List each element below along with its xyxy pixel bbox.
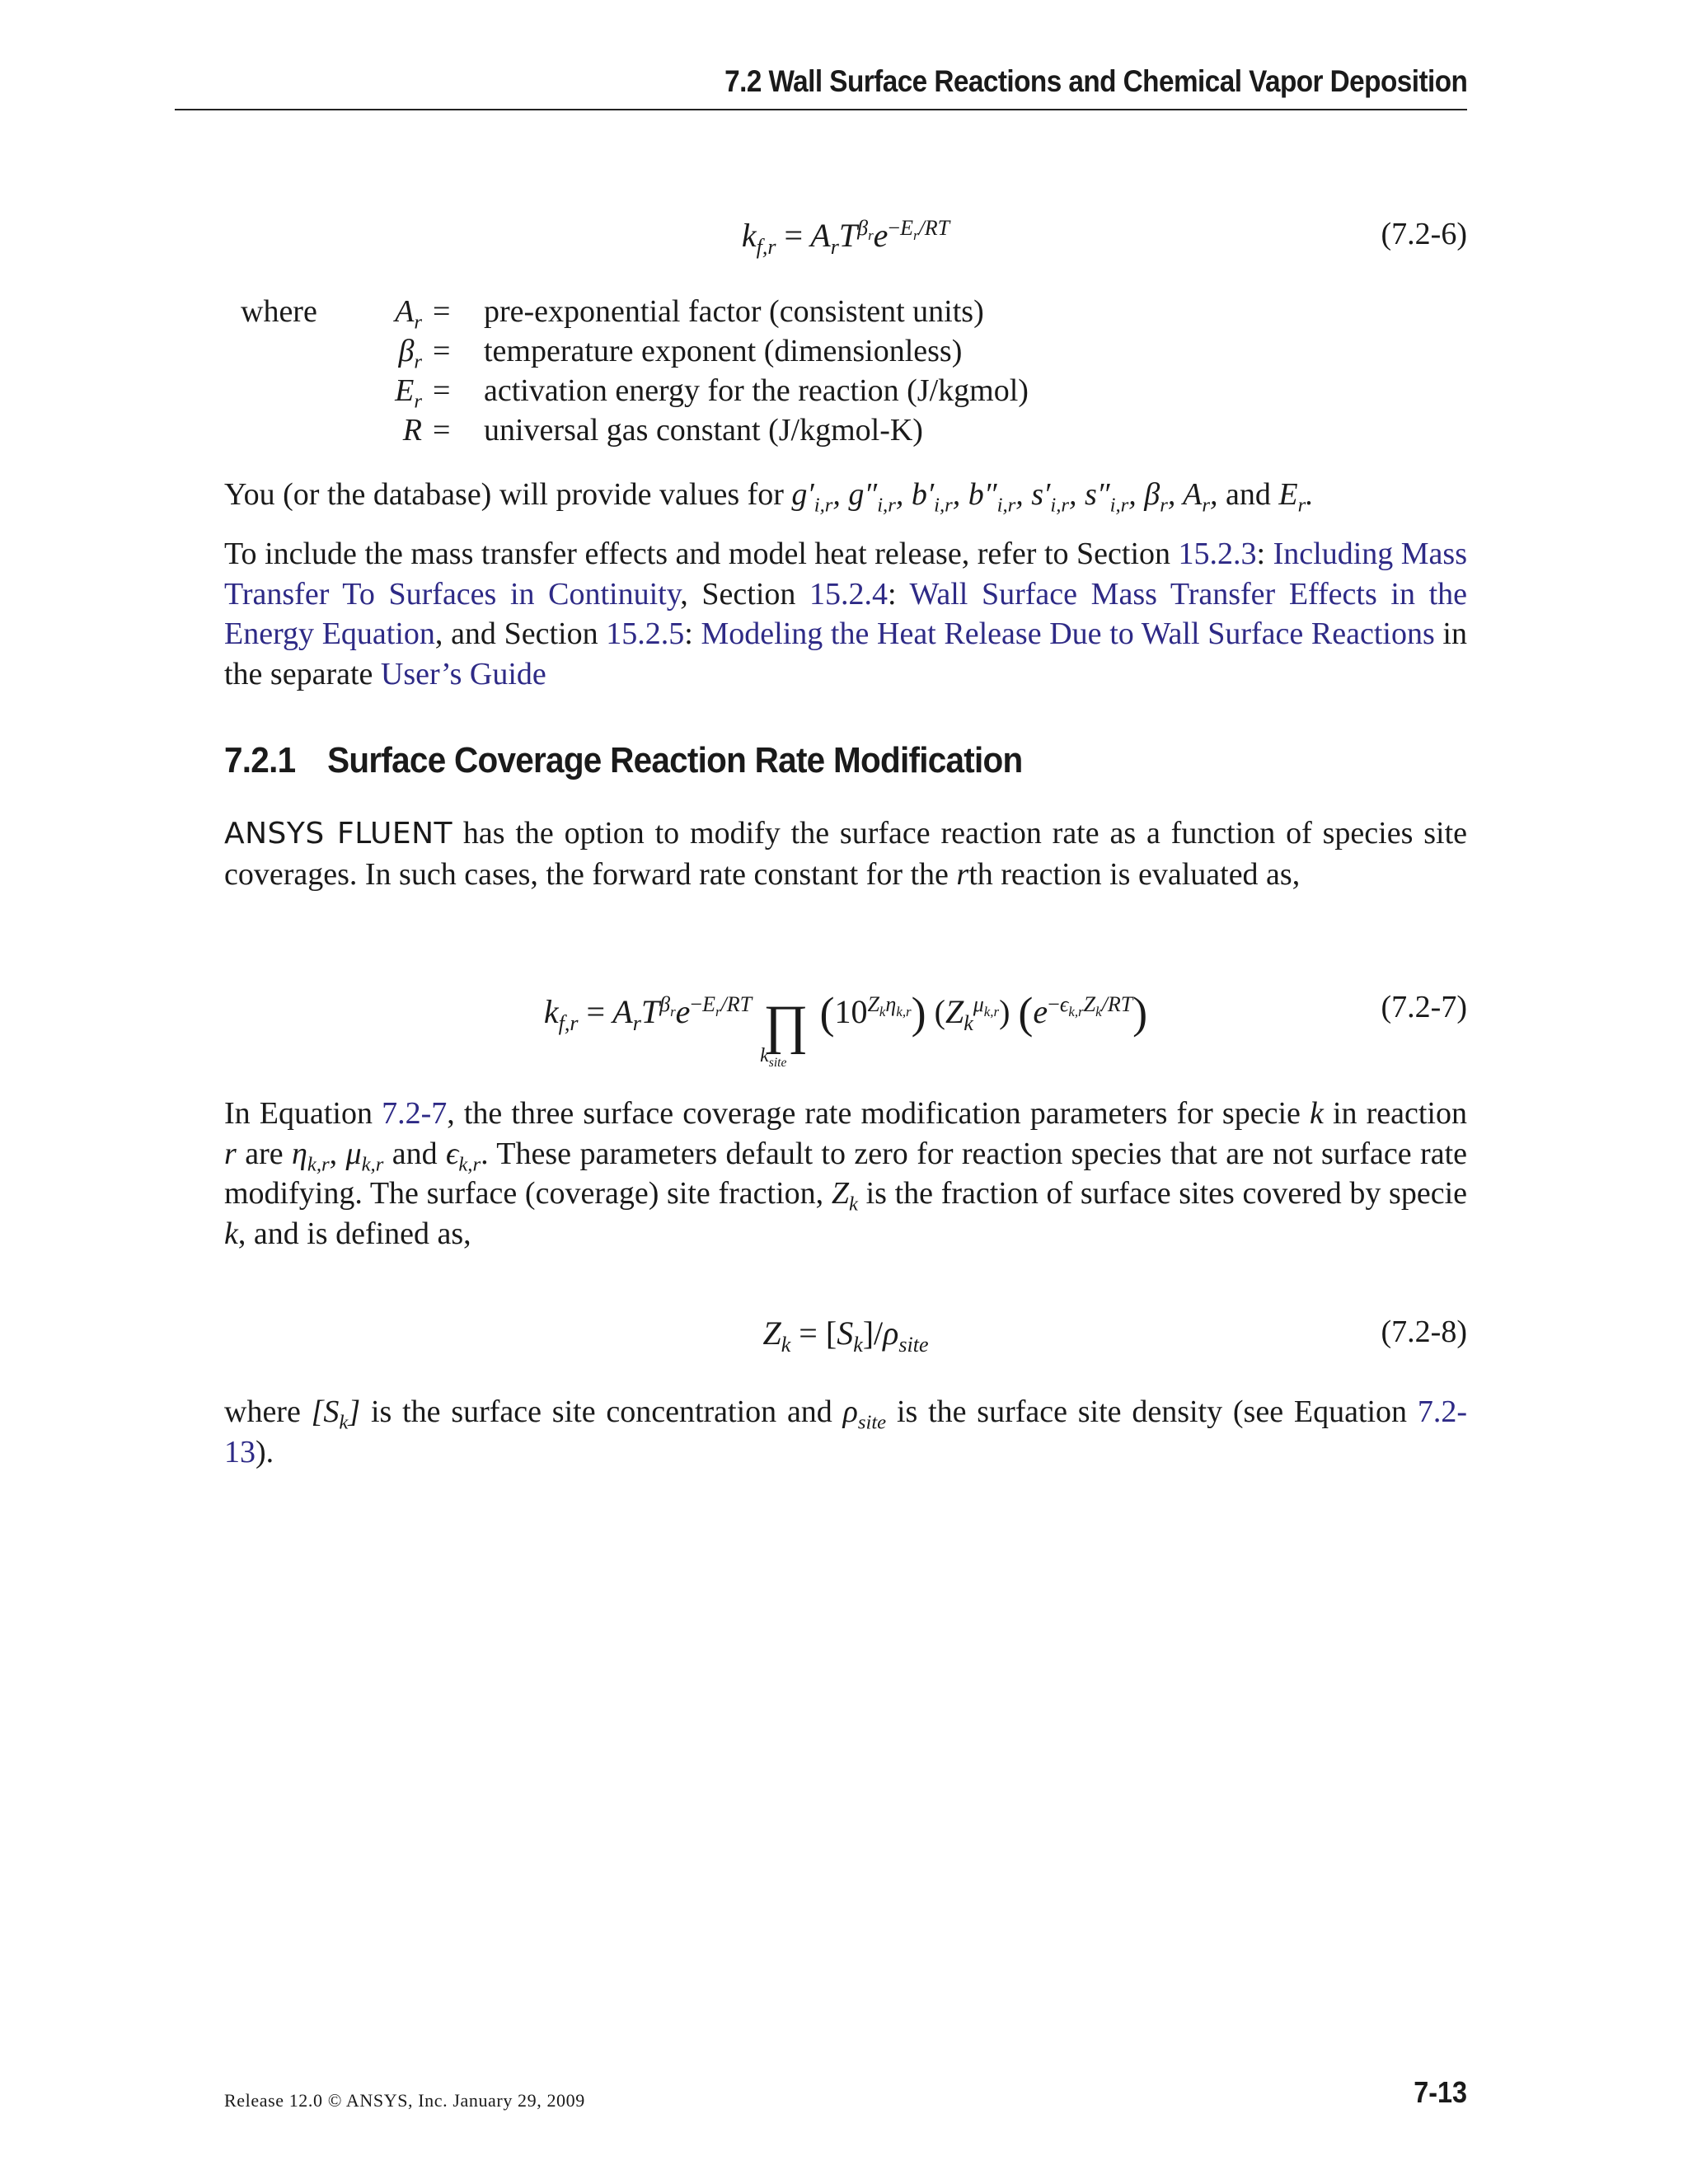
definition-equals: = (433, 294, 451, 329)
definition-equals: = (433, 373, 451, 408)
equation-body: $k_{f,r} = A_rT^{\beta_r}e^{-E_r/RT}$ (741, 215, 950, 259)
section-15-2-5-title-link[interactable]: Modeling the Heat Release Due to Wall Surface Reactions (701, 616, 1435, 651)
equation-body: $Z_k = [S_k]/\rho_{site}$ (762, 1315, 929, 1357)
equation-number: (7.2-6) (1381, 217, 1467, 251)
product-operator: ∏ $k_{site}$ (760, 995, 809, 1070)
product-name: ANSYS FLUENT (224, 817, 453, 851)
definition-symbol: $A_r$ (395, 294, 422, 334)
definition-text: temperature exponent (dimensionless) (484, 334, 963, 368)
release-footer: Release 12.0 © ANSYS, Inc. January 29, 2009 (224, 2090, 585, 2111)
definition-symbol: $E_r$ (395, 373, 422, 413)
equation-number: (7.2-8) (1381, 1315, 1467, 1349)
equation-7-2-13-link[interactable]: 7.2-13 (224, 1394, 1467, 1469)
equation-number: (7.2-7) (1381, 990, 1467, 1024)
running-header (175, 61, 1467, 110)
site-density-paragraph: where $[S_k]$ is the surface site concentration and $\rho_{site}$ is the surface site density (see Equation 7.2-13). (224, 1394, 1467, 1469)
equation-body: $k_{f,r} = A_rT^{\beta_r}e^{-E_r/RT}$ ∏ $k_{site}$ $(10^{Z_k\eta_{k,r}})$ $(Z_k^{\mu_{k,r}})$ $(e^{-\epsilon_{k,r}Z_k/RT})$ (543, 988, 1148, 1070)
coverage-intro-paragraph: ANSYS FLUENT has the option to modify the surface reaction rate as a function of species site coverages. In such cases, the forward rate constant for the rth reaction is evaluated as, (224, 816, 1467, 892)
equation-explanation-paragraph: In Equation 7.2-7, the three surface coverage rate modification parameters for specie k in reaction r are $\eta_{k,r}$, $\mu_{k,r}$ and $\epsilon_{k,r}$. These parameters default to zero for reaction species that are not surface rate modifying. The surface (coverage) site fraction, $Z_k$ is the fraction of surface sites covered by specie k, and is defined as, (224, 1096, 1467, 1251)
definition-text: universal gas constant (J/kgmol-K) (484, 413, 923, 448)
definition-symbol: $\beta_r$ (398, 334, 422, 373)
section-15-2-3-title-link[interactable]: Including Mass Transfer To Surfaces in Continuity (224, 537, 1467, 612)
definition-text: pre-exponential factor (consistent units) (484, 294, 984, 329)
provide-values-paragraph: You (or the database) will provide values for $g'_{i,r}$, $g''_{i,r}$, $b'_{i,r}$, $b''_{i,r}$, $s'_{i,r}$, $s''_{i,r}$, $\beta_r$, $A_r$, and $E_r$. (224, 477, 1314, 517)
mass-transfer-paragraph: To include the mass transfer effects and model heat release, refer to Section 15.2.3: Including Mass Transfer To Surfaces in Continuity, Section 15.2.4: Wall Surface Mass Transfer Effects in the Energy Equation, and Section 15.2.5: Modeling the Heat Release Due to Wall Surface Reactions in the separate User’s Guide (224, 537, 1467, 691)
where-label: where (241, 294, 317, 329)
section-heading (224, 740, 1023, 781)
equation-7-2-6 (224, 216, 1467, 274)
parameter-symbols: $g'_{i,r}$, $g''_{i,r}$, $b'_{i,r}$, $b''_{i,r}$, $s'_{i,r}$, $s''_{i,r}$, $\beta_r$, $A_r$, and $E_r$. (791, 477, 1314, 517)
section-15-2-5-link[interactable]: 15.2.5 (606, 616, 685, 651)
definition-equals: = (433, 334, 451, 368)
page-number: 7-13 (1414, 2075, 1467, 2109)
section-15-2-4-link[interactable]: 15.2.4 (809, 576, 889, 612)
section-title: Surface Coverage Reaction Rate Modification (327, 740, 1023, 780)
running-header-title: 7.2 Wall Surface Reactions and Chemical Vapor Deposition (724, 64, 1467, 98)
definition-text: activation energy for the reaction (J/kgmol) (484, 373, 1029, 408)
equation-7-2-7-link[interactable]: 7.2-7 (382, 1096, 448, 1131)
equation-7-2-7 (224, 987, 1467, 1078)
definition-equals: = (433, 413, 451, 448)
users-guide-link[interactable]: User’s Guide (380, 656, 546, 691)
section-15-2-4-title-link[interactable]: Wall Surface Mass Transfer Effects in the Energy Equation (224, 576, 1467, 651)
section-15-2-3-link[interactable]: 15.2.3 (1178, 537, 1257, 571)
definition-symbol: R (402, 413, 422, 448)
section-number: 7.2.1 (224, 740, 296, 780)
equation-7-2-8 (224, 1314, 1467, 1371)
